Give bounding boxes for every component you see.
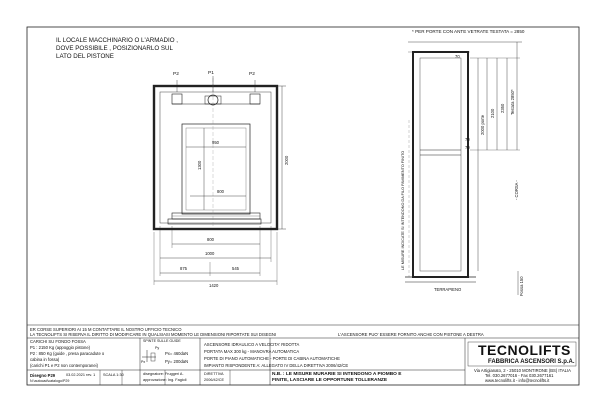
warning-line-1: N.B. : LE MISURE MURARIE SI INTENDONO A PIOMBO E [272, 372, 402, 377]
load-note: (carichi P1 e P2 non contemporanei) [30, 363, 98, 368]
warning-line-2: FINITE, LASCIARE LE OPPORTUNE TOLLERANZE [272, 378, 388, 383]
approved-by: approvazione: Ing. Fagioli [143, 378, 187, 382]
dim-1420: 1420 [209, 283, 219, 288]
company-tel: Tel. 030.2677016 - Fax 030.2677161 [485, 373, 554, 378]
drawing-scale: SCALA 1:30 [103, 373, 124, 377]
px-value: Px= 460daN [165, 351, 189, 356]
company-logo-name: TECNOLIFTS [478, 342, 571, 358]
load-p1: P1 : 2150 Kg (appoggio pistone) [30, 345, 91, 350]
drawing-file: N:\autocad\catalogo\P29 [30, 379, 70, 383]
directive-value: 2006/42/CE [204, 378, 225, 382]
loads-title: CARICHI SU FONDO FOSSA [30, 339, 86, 344]
load-p2: P2 : 850 Kg (guide , presa paracadute o [30, 351, 105, 356]
machine-room-note-3: LATO DEL PISTONE [56, 53, 114, 60]
dim-shaft-2000: 2000 [284, 155, 289, 165]
drawn-by: disegnatore: Fruggeri A. [143, 372, 184, 376]
company-web: www.tecnolifts.it - info@tecnolifts.it [485, 378, 550, 383]
dim-door-height: 2000 porte [480, 114, 485, 135]
spec-line-3: PORTE DI PIANO AUTOMATICHE - PORTE DI CABINA AUTOMATICHE [204, 356, 340, 361]
dim-545: 545 [232, 266, 239, 271]
drawing-date: 03.02.2021 rev. 1 [66, 373, 96, 377]
dim-corsa: - CORSA - [514, 180, 519, 200]
dim-fossa: Fossa 150 [519, 276, 524, 296]
dim-door-800: 800 [217, 189, 224, 194]
label-p1: P1 [208, 71, 214, 76]
dim-800-bottom: 800 [207, 237, 214, 242]
drawing-number: Disegno P29 [30, 373, 56, 378]
machine-room-note-1: IL LOCALE MACCHINARIO O L'ARMADIO , [56, 37, 178, 44]
label-p2-left: P2 [173, 72, 179, 77]
py-value: Py= 200daN [165, 359, 189, 364]
dim-875: 875 [180, 266, 187, 271]
spec-line-1: ASCENSORE IDRAULICO A VELOCITA' RIDOTTA [204, 342, 300, 347]
dim-mid-70a: 70 [465, 137, 470, 142]
px-lbl: Px [141, 360, 146, 364]
glass-doors-note: * PER PORTE CON ANTE VETRATE TESTATA = 2850 [412, 29, 525, 34]
info-line-2: LA TECNOLIFTS SI RISERVA IL DIRITTO DI MODIFICARE IN QUALSIASI MOMENTO LE DIMENSIONI RIPORTATE SUI DISEGNI [30, 332, 277, 337]
dim-cabin-depth: 1300 [197, 160, 202, 170]
dim-head: Testata 2850* [510, 89, 515, 115]
guide-title: SPINTE SULLE GUIDE [143, 339, 181, 343]
spec-line-2: PORTATA MAX 300 kg - MANOVRA AUTOMATICA [204, 349, 300, 354]
spec-line-4: IMPIANTO RISPONDENTE A: ALLEGATO IV DELLA DIRETTIVA 2006/42/CE [204, 363, 349, 368]
plan-view [154, 76, 286, 285]
dim-cabin-width: 950 [212, 140, 219, 145]
py-lbl: Py [155, 346, 160, 350]
section-view [405, 42, 522, 295]
load-p2b: cabina in fossa) [30, 357, 60, 362]
dim-top-70: 70 [455, 54, 460, 59]
floor-label: TERRAPIENO [434, 287, 462, 292]
machine-room-note-2: DOVE POSSIBILE , POSIZIONARLO SUL [56, 45, 173, 52]
info-line-1: ER CORSE SUPERIORI AI 15 M CONTATTARE IL NOSTRO UFFICIO TECNICO [30, 327, 182, 332]
vertical-measure-note: LE MISURE INDICATE SI INTENDONO DA FILO PAVIMENTO FINITO [401, 150, 405, 270]
company-subtitle: FABBRICA ASCENSORI S.p.A. [488, 359, 575, 365]
info-line-right: L'ASCENSORE PUO' ESSERE FORNITO ANCHE CON PISTONE A DESTRA [338, 332, 484, 337]
dim-2100: 2100 [490, 108, 495, 118]
label-p2-right: P2 [249, 72, 255, 77]
company-address: Via Artigianato, 2 - 25010 MONTIRONE (BS) ITALIA [474, 368, 571, 373]
dim-1000: 1000 [205, 251, 215, 256]
directive-label: DIRETTIVA [204, 372, 224, 376]
dim-mid-70b: 70 [465, 145, 470, 150]
dim-2350: 2350 [500, 103, 505, 113]
